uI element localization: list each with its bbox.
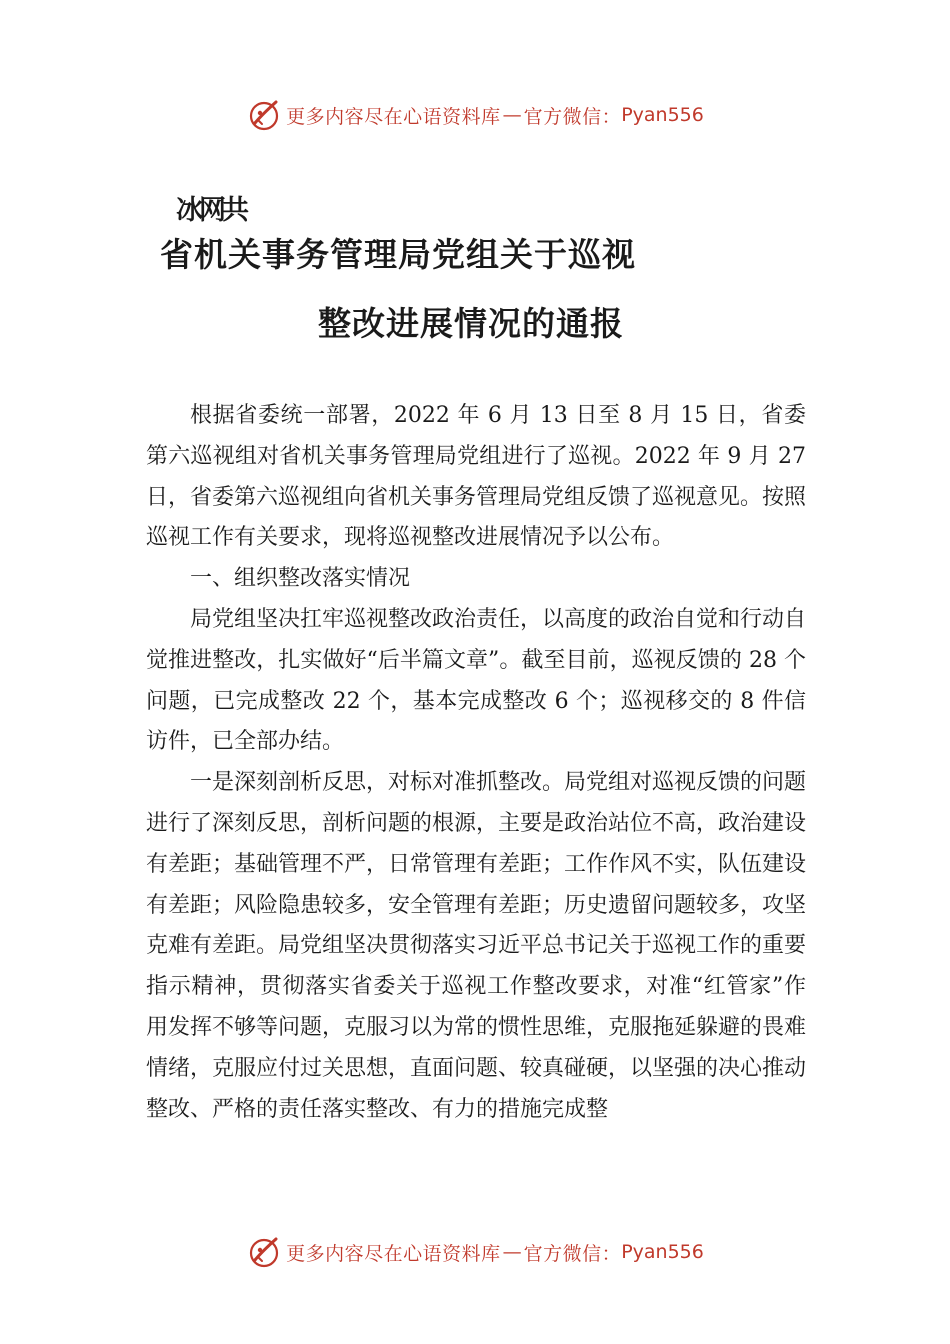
watermark-main-text: 更多内容尽在心语资料库 — [286, 1242, 501, 1265]
watermark-wechat-id: Pyan556 — [621, 1241, 704, 1263]
watermark-footer — [0, 1232, 950, 1272]
brush-logo-icon — [246, 97, 282, 133]
document-body — [146, 396, 806, 1130]
watermark-main-text: 更多内容尽在心语资料库 — [286, 105, 501, 128]
watermark-wechat-label: 官方微信： — [523, 1242, 622, 1265]
watermark-header — [0, 95, 950, 135]
brush-logo-icon — [246, 1234, 282, 1270]
watermark-separator: — — [502, 1241, 522, 1263]
section-heading: 一、组织整改落实情况 — [190, 566, 411, 592]
watermark-separator: — — [502, 104, 522, 126]
paragraph: 局党组坚决扛牢巡视整改政治责任，以高度的政治自觉和行动自觉推进整改，扎实做好“后半篇文章”。截至目前，巡视反馈的 28 个问题，已完成整改 22 个，基本完成整改 6 个；巡视移交的 8 件信访件，已全部办结。 — [146, 606, 807, 755]
title-line-1: 省机关事务管理局党组关于巡视 — [160, 235, 636, 274]
paragraph: 根据省委统一部署，2022 年 6 月 13 日至 8 月 15 日，省委第六巡视组对省机关事务管理局党组进行了巡视。2022 年 9 月 27 日，省委第六巡视组向省机关事务管理局党组反馈了巡视意见。按照巡视工作有关要求，现将巡视整改进展情况予以公布。 — [146, 403, 807, 551]
watermark-wechat-label: 官方微信： — [523, 105, 622, 128]
watermark-wechat-id: Pyan556 — [621, 104, 704, 126]
paragraph: 一是深刻剖析反思，对标对准抓整改。局党组对巡视反馈的问题进行了深刻反思，剖析问题的根源，主要是政治站位不高，政治建设有差距；基础管理不严，日常管理有差距；工作作风不实，队伍建设有差距；风险隐患较多，安全管理有差距；历史遗留问题较多，攻坚克难有差距。局党组坚决贯彻落实习近平总书记关于巡视工作的重要指示精神，贯彻落实省委关于巡视工作整改要求，对准“红管家”作用发挥不够等问题，克服习以为常的惯性思维，克服拖延躲避的畏难情绪，克服应付过关思想，直面问题、较真碰硬，以坚强的决心推动整改、严格的责任落实整改、有力的措施完成整 — [146, 770, 807, 1122]
title-line-2: 整改进展情况的通报 — [318, 304, 624, 343]
document-tag: 冰网共 — [176, 195, 245, 226]
